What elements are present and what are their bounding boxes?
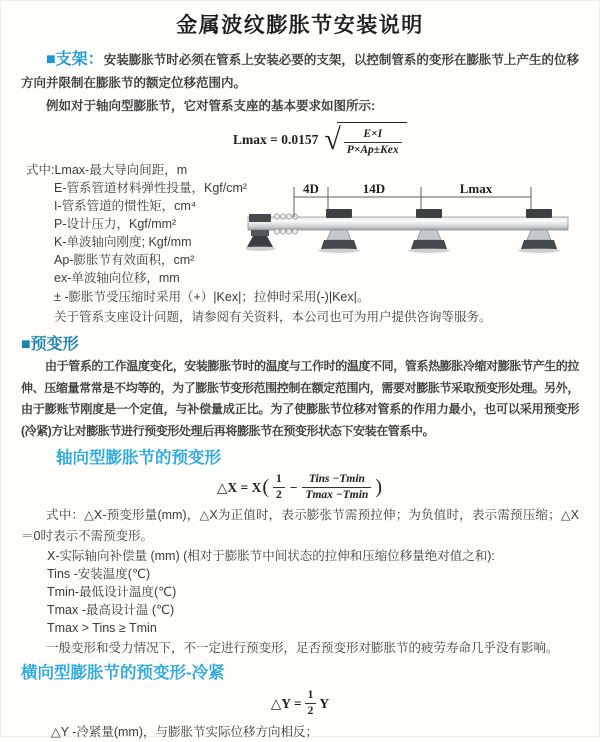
axial-subheading: 轴向型膨胀节的预变形 xyxy=(56,449,221,467)
axial-definition-line: Tmin-最低设计温度(℃) xyxy=(47,585,177,599)
square-bullet-icon: ■ xyxy=(21,336,31,353)
guide-support xyxy=(318,209,360,253)
definition-line: ex-单波轴向位移，mm xyxy=(54,271,180,285)
definitions-and-diagram xyxy=(21,161,579,287)
one-half-fraction: $\frac{1}{2}$ xyxy=(305,689,317,718)
support-intro-paragraph xyxy=(21,49,579,95)
lateral-subheading: 横向型膨胀节的预变形-冷紧 xyxy=(21,664,225,682)
definition-line: K-单波轴向刚度; Kgf/mm xyxy=(54,235,192,249)
axial-where-paragraph: 式中：△X-预变形量(mm)，△X为正值时，表示膨张节需预拉伸；为负值时，表示需预压缩；△X＝0时表示不需预变形。 xyxy=(21,508,579,543)
lateral-note: △Y -冷紧量(mm)，与膨胀节实际位移方向相反； xyxy=(51,725,319,739)
square-bullet-icon: ■ xyxy=(46,51,56,68)
predeform-section-heading: ■预变形 xyxy=(21,336,79,353)
support-section-heading: ■支架： xyxy=(46,51,104,68)
definition-line: Ap-膨胀节有效面积，cm² xyxy=(54,253,195,267)
axial-formula: △X = X ( $\frac{1}{2}$ − $\frac{\text{Tins −Tmin}}{Tmax -Tmin}$ ) xyxy=(217,473,382,501)
radical-sign-icon: √ xyxy=(324,122,341,156)
definition-line: P-设计压力，Kgf/mm² xyxy=(54,217,177,231)
sign-convention-note: ± -膨胀节受压缩时采用（+）|Kex|；拉伸时采用(-)|Kex|。 xyxy=(54,290,370,304)
temperature-fraction: $\frac{\text{Tins −Tmin}}{Tmax -Tmin}$ xyxy=(302,473,371,502)
consulting-note: 关于管系支座设计问题，请参阅有关资料，本公司也可为用户提供咨询等服务。 xyxy=(54,310,492,324)
guide-support xyxy=(518,209,560,253)
axial-definition-line: X-实际轴向补偿量 (mm) (相对于膨胀节中间状态的拉伸和压缩位移量绝对值之和): xyxy=(47,549,495,563)
definition-line: I-管系管道的惯性矩，cm⁴ xyxy=(54,199,197,213)
predeform-paragraph: 由于管系的工作温度变化，安装膨胀节时的温度与工作时的温度不同，管系热膨胀冷缩对膨胀节产生的拉伸、压缩量常常是不均等的，为了膨胀节变形范围控制在额定范围内，需要对膨胀节采取预变形处理。另外，由于膨账节刚度是一个定值，与补偿量成正比。为了使膨胀节位移对管系的作用力最小，也可以采用预变形(冷紧)方让对膨胀节进行预变形处理后再将膨胀节在预变形状态下安装在管系中。 xyxy=(21,359,579,438)
axial-note: 一般变形和受力情况下，不一定进行预变形，足否预变形对膨胀节的疲劳寿命几乎没有影响。 xyxy=(46,641,559,655)
sqrt-radical xyxy=(324,122,406,157)
axial-formula-lhs: △X = X xyxy=(217,479,262,495)
dimension-label-14d: 14D xyxy=(362,181,386,196)
axial-definition-line: Tmax > Tins ≥ Tmin xyxy=(47,621,157,635)
definition-line: 式中:Lmax-最大导向间距，m xyxy=(26,163,188,177)
dimension-label-lmax: Lmax xyxy=(459,181,493,196)
definition-line: E-管系管道材料弹性投量，Kgf/cm² xyxy=(54,181,248,195)
axial-definition-line: Tins -安装温度(℃) xyxy=(47,567,151,581)
dimension-label-4d: 4D xyxy=(303,181,319,196)
lateral-formula-lhs: △Y = xyxy=(270,695,302,711)
pipe-support-diagram xyxy=(246,181,581,276)
page-title: 金属波纹膨胀节安装说明 xyxy=(176,14,424,37)
lmax-formula-lhs: Lmax = 0.0157 xyxy=(233,131,319,147)
axial-definition-line: Tmax -最高设计温 (℃) xyxy=(47,603,175,617)
one-half-fraction: $\frac{1}{2}$ xyxy=(273,473,285,502)
support-intro-text: 安装膨胀节时必须在管系上安装必要的支架，以控制管系的变形在膨胀节上产生的位移方向并限制在膨胀节的额定位移范围内。 xyxy=(21,53,579,90)
lateral-formula: △Y = $\frac{1}{2}$ Y xyxy=(270,689,330,717)
lmax-fraction: $\frac{E\times I}{\text{P×Ap±Kex}}$ xyxy=(344,128,402,157)
symbol-definitions xyxy=(21,161,246,287)
guide-support xyxy=(408,209,450,253)
lmax-formula xyxy=(233,122,579,157)
support-example-line: 例如对于轴向型膨胀节，它对管系支座的基本要求如图所示: xyxy=(46,99,376,113)
